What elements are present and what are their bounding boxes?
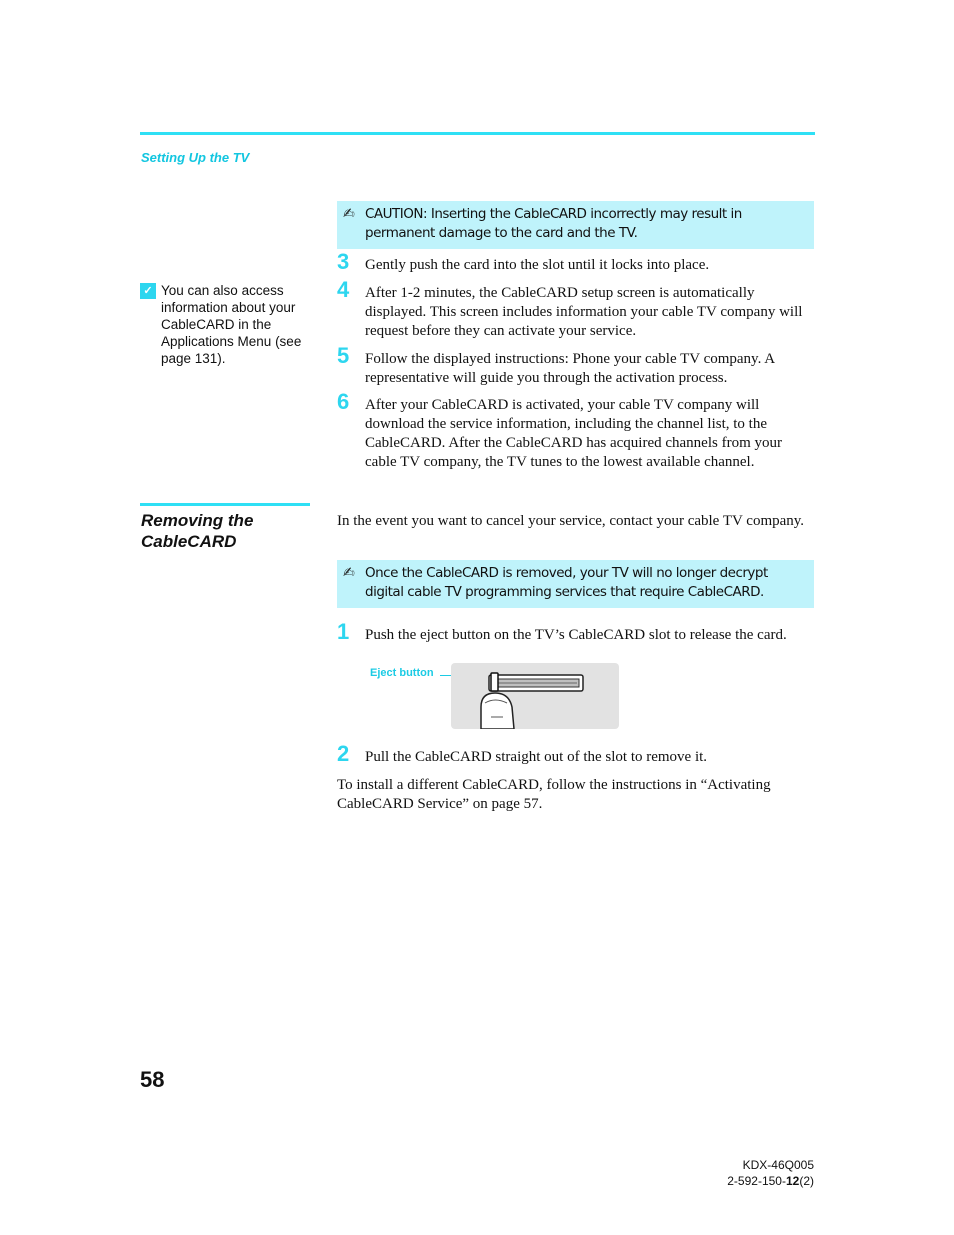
- caution-note-text: CAUTION: Inserting the CableCARD incorrectly may result in permanent damage to the card and the TV.: [365, 206, 742, 241]
- step-text: After 1-2 minutes, the CableCARD setup screen is automatically displayed. This screen includes information your cable TV company will request before they can activate your service.: [365, 285, 803, 339]
- lightbulb-icon: ✓: [140, 283, 156, 299]
- removed-note: [337, 560, 814, 608]
- header-rule: [140, 132, 815, 135]
- step-text: Pull the CableCARD straight out of the slot to remove it.: [365, 749, 708, 765]
- step-text: Gently push the card into the slot until it locks into place.: [365, 257, 710, 273]
- footer-code-bold: 12: [785, 1174, 800, 1188]
- footer-code-suffix: (2): [799, 1174, 814, 1188]
- tip-text: You can also access information about your CableCARD in the Applications Menu (see page 131).: [161, 283, 302, 366]
- removed-note-text: Once the CableCARD is removed, your TV will no longer decrypt digital cable TV programming services that require CableCARD.: [365, 565, 768, 600]
- step-number: 4: [337, 277, 350, 302]
- section-rule: [140, 503, 310, 506]
- footer-code: [727, 1173, 814, 1189]
- step-5: [337, 343, 807, 388]
- step-3: [337, 249, 807, 275]
- removing-outro: To install a different CableCARD, follow the instructions in “Activating CableCARD Service” on page 57.: [337, 777, 771, 812]
- step-number: 3: [337, 249, 350, 274]
- step-number: 6: [337, 389, 350, 414]
- cablecard-slot-illustration: [451, 663, 619, 729]
- step-6: [337, 389, 807, 472]
- note-pencil-icon: ✍: [343, 565, 355, 581]
- caution-note: [337, 201, 814, 249]
- tip-box: [140, 282, 310, 367]
- section-title: Setting Up the TV: [141, 150, 250, 165]
- step-4: [337, 277, 807, 341]
- footer-model: KDX-46Q005: [742, 1158, 814, 1172]
- step-text: Push the eject button on the TV’s CableCARD slot to release the card.: [365, 627, 787, 643]
- remove-step-1: [337, 619, 807, 645]
- page-number: 58: [140, 1067, 165, 1092]
- footer-code-prefix: 2-592-150-: [727, 1174, 786, 1188]
- section-heading: Removing the CableCARD: [141, 511, 254, 551]
- eject-button-label: Eject button: [370, 667, 434, 679]
- step-text: Follow the displayed instructions: Phone your cable TV company. A representative will guide you through the activation process.: [365, 351, 775, 386]
- note-pencil-icon: ✍: [343, 206, 355, 222]
- removing-intro: In the event you want to cancel your service, contact your cable TV company.: [337, 513, 805, 529]
- step-number: 1: [337, 619, 350, 644]
- cablecard-slot-drawing: [451, 663, 619, 729]
- remove-step-2: [337, 741, 807, 767]
- step-number: 2: [337, 741, 350, 766]
- step-number: 5: [337, 343, 350, 368]
- step-text: After your CableCARD is activated, your cable TV company will download the service information, including the channel list, to the CableCARD. After the CableCARD has acquired channels from your cable TV company, the TV tunes to the lowest available channel.: [365, 397, 782, 470]
- footer: [727, 1157, 814, 1189]
